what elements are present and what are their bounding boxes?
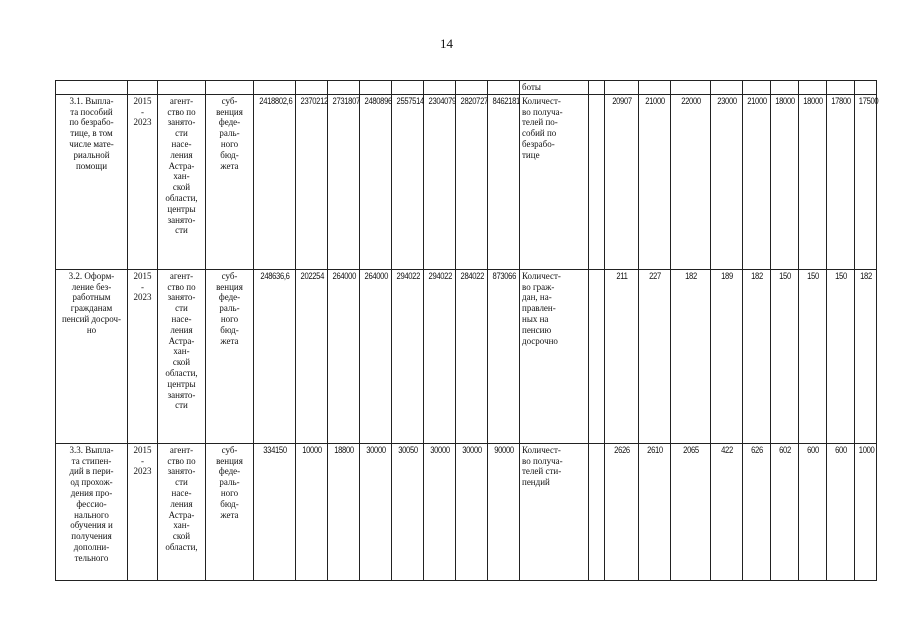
unit-cell	[589, 94, 605, 269]
finance-value: 30050	[394, 443, 421, 580]
finance-value: 248636,6	[257, 269, 293, 443]
finance-value: 30000	[458, 443, 485, 580]
finance-value: 2731807	[330, 94, 357, 269]
finance-value: 90000	[490, 443, 517, 580]
indicator-value: 18000	[801, 94, 825, 269]
funding-source: суб- венция феде- раль- ного бюд- жета	[206, 443, 254, 580]
indicator-value: 182	[745, 269, 769, 443]
indicator-value: 602	[773, 443, 797, 580]
indicator-value: 150	[773, 269, 797, 443]
indicator-value: 227	[641, 269, 668, 443]
finance-value: 18800	[330, 443, 357, 580]
indicator-value: 600	[801, 443, 825, 580]
unit-cell	[589, 443, 605, 580]
finance-value: 30000	[362, 443, 389, 580]
table-row	[56, 443, 877, 580]
indicator-value: 600	[829, 443, 853, 580]
finance-value: 284022	[458, 269, 485, 443]
indicator-value: 150	[829, 269, 853, 443]
indicator-value: 189	[713, 269, 740, 443]
finance-value: 334150	[257, 443, 293, 580]
finance-value: 2820727	[458, 94, 485, 269]
finance-value: 294022	[426, 269, 453, 443]
finance-value: 264000	[330, 269, 357, 443]
activity-name: 3.1. Выпла- та пособий по безрабо- тице, в том числе мате- риальной помощи	[56, 94, 128, 269]
page-number: 14	[440, 36, 453, 51]
finance-value: 2418802,6	[257, 94, 293, 269]
finance-value: 10000	[298, 443, 325, 580]
finance-value: 2557514	[394, 94, 421, 269]
finance-value: 30000	[426, 443, 453, 580]
activity-name: 3.2. Оформ- ление без- работным гражданам пенсий досроч- но	[56, 269, 128, 443]
indicator-value: 422	[713, 443, 740, 580]
funding-source: суб- венция феде- раль- ного бюд- жета	[206, 94, 254, 269]
indicator-name: Количест- во граж- дан, на- правлен- ных на пенсию досрочно	[520, 269, 589, 443]
finance-value: 2480896	[362, 94, 389, 269]
indicator-name: Количест- во получа- телей по- собий по безрабо- тице	[520, 94, 589, 269]
unit-cell	[589, 269, 605, 443]
indicator-value: 18000	[773, 94, 797, 269]
indicator-value: 2065	[674, 443, 708, 580]
finance-value: 8462181	[490, 94, 517, 269]
period: 2015 - 2023	[128, 269, 158, 443]
finance-value: 873066	[490, 269, 517, 443]
indicator-value: 2626	[607, 443, 636, 580]
indicator-value: 22000	[674, 94, 708, 269]
indicator-value: 23000	[713, 94, 740, 269]
table-row	[56, 94, 877, 269]
finance-value: 264000	[362, 269, 389, 443]
indicator-value: 21000	[641, 94, 668, 269]
indicator-value: 150	[801, 269, 825, 443]
indicator-value: 182	[674, 269, 708, 443]
indicator-header-tail: боты	[520, 81, 589, 95]
program-table	[55, 80, 877, 581]
period: 2015 - 2023	[128, 94, 158, 269]
header-continuation-row	[56, 81, 877, 95]
indicator-value: 20907	[607, 94, 636, 269]
activity-name: 3.3. Выпла- та стипен- дий в пери- од прохож- дения про- фессио- нального обучения и получения дополни- тельного	[56, 443, 128, 580]
indicator-value: 21000	[745, 94, 769, 269]
table-row	[56, 269, 877, 443]
funding-source: суб- венция феде- раль- ного бюд- жета	[206, 269, 254, 443]
indicator-value: 182	[856, 269, 875, 443]
indicator-value: 17500	[856, 94, 875, 269]
finance-value: 202254	[298, 269, 325, 443]
finance-value: 294022	[394, 269, 421, 443]
finance-value: 2370212	[298, 94, 325, 269]
indicator-value: 626	[745, 443, 769, 580]
indicator-value: 17800	[829, 94, 853, 269]
executor: агент- ство по занято- сти насе- ления Астра- хан- ской области,	[158, 443, 206, 580]
executor: агент- ство по занято- сти насе- ления Астра- хан- ской области, центры занято- сти	[158, 94, 206, 269]
period: 2015 - 2023	[128, 443, 158, 580]
indicator-value: 211	[607, 269, 636, 443]
finance-value: 2304079	[426, 94, 453, 269]
indicator-value: 2610	[641, 443, 668, 580]
executor: агент- ство по занято- сти насе- ления Астра- хан- ской области, центры занято- сти	[158, 269, 206, 443]
indicator-name: Количест- во получа- телей сти- пендий	[520, 443, 589, 580]
indicator-value: 1000	[856, 443, 875, 580]
